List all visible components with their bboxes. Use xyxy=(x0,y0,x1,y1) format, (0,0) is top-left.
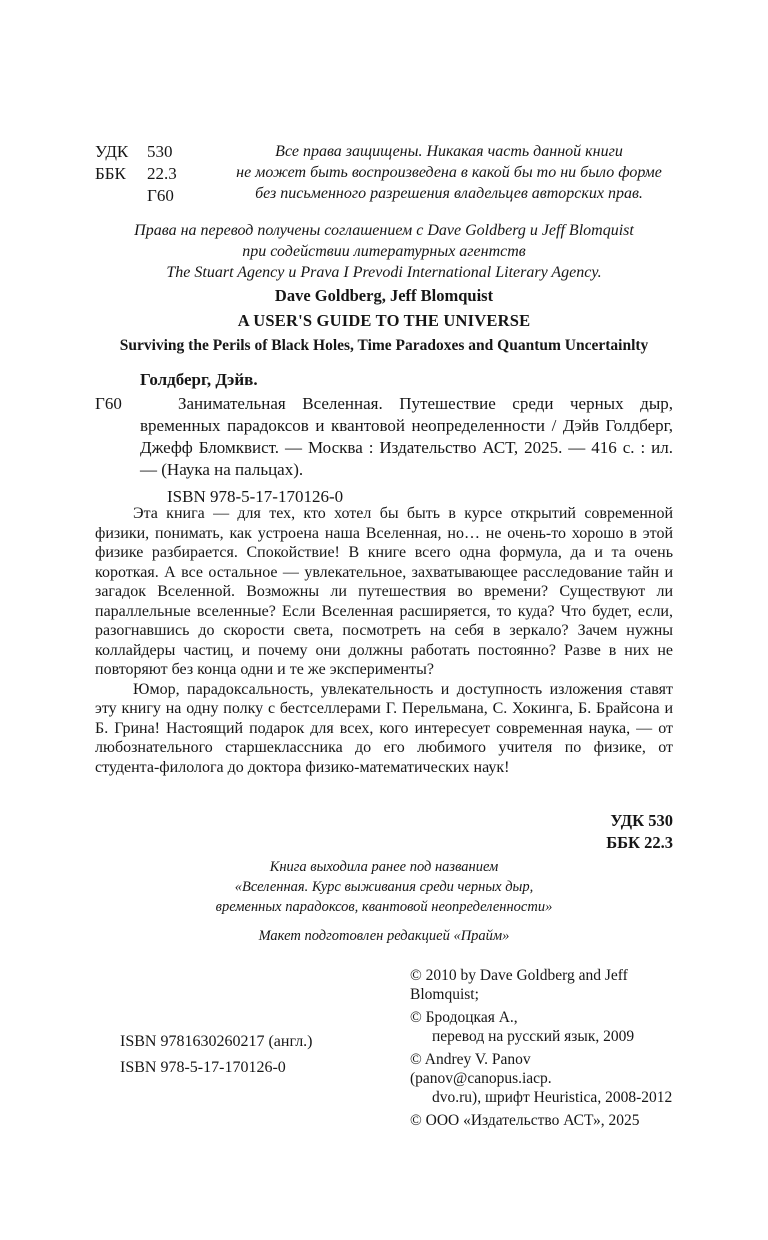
copyright-line-continuation: dvo.ru), шрифт Heuristica, 2008-2012 xyxy=(432,1089,673,1106)
bib-description-block xyxy=(95,393,673,481)
copyright-line-continuation: перевод на русский язык, 2009 xyxy=(432,1028,635,1045)
classification-codes-bottom xyxy=(95,810,677,854)
isbn-column xyxy=(95,966,410,1130)
original-subtitle: Surviving the Perils of Black Holes, Time Paradoxes and Quantum Uncertainlty xyxy=(119,337,649,354)
previous-title-note xyxy=(95,857,673,917)
copyright-line: © Бродоцкая А., xyxy=(410,1009,518,1026)
bib-isbn: ISBN 978-5-17-170126-0 xyxy=(167,487,344,506)
bbk-bottom: ББК 22.3 xyxy=(606,833,673,852)
udk-row xyxy=(95,141,225,163)
translation-rights-line: The Stuart Agency и Prava I Prevodi International Literary Agency. xyxy=(166,264,602,281)
imprint-bottom-block xyxy=(95,966,673,1130)
udk-bottom: УДК 530 xyxy=(610,811,673,830)
bib-author-header: Голдберг, Дэйв. xyxy=(140,370,258,389)
bibliographic-entry xyxy=(95,369,673,508)
bbk-value: 22.3 xyxy=(147,164,177,183)
previous-title-line: «Вселенная. Курс выживания среди черных дыр, xyxy=(234,879,534,895)
rights-reserved-notice xyxy=(225,141,673,207)
layout-credit: Макет подготовлен редакцией «Прайм» xyxy=(258,928,510,944)
translation-rights-line: Права на перевод получены соглашением с Dave Goldberg и Jeff Blomquist xyxy=(134,222,634,239)
bib-description: Занимательная Вселенная. Путешествие среди черных дыр, временных парадоксов и квантовой неопределенности / Дэйв Голдберг, Джефф Бломквист. — Москва : Издательство АСТ, 2025. — 416 с. : ил. — (Наука на пальцах). xyxy=(140,394,673,479)
copyright-column xyxy=(410,966,673,1130)
rights-line: Все права защищены. Никакая часть данной книги xyxy=(275,143,623,160)
classification-codes xyxy=(95,141,225,207)
rights-line: не может быть воспроизведена в какой бы то ни было форме xyxy=(236,164,662,181)
udk-label: УДК xyxy=(95,142,129,161)
previous-title-line: Книга выходила ранее под названием xyxy=(269,859,499,875)
original-authors: Dave Goldberg, Jeff Blomquist xyxy=(274,286,494,305)
author-sign: Г60 xyxy=(147,186,174,205)
top-section xyxy=(95,141,673,207)
copyright-line: © Andrey V. Panov (panov@canopus.iacp. xyxy=(410,1051,552,1087)
annotation-paragraph-1: Эта книга — для тех, кто хотел бы быть в курсе открытий современной физики, понимать, как устроена наша Вселенная, но… не очень-то хорошо в этой физике разбирается. Спокойствие! В книге всего одна формула, да и та очень короткая. А все остальное — увлекательное, захватывающее расследование тайн и загадок Вселенной. Возможны ли путешествия во времени? Существуют ли параллельные вселенные? Если Вселенная расширяется, то куда? Что будет, если, разогнавшись до скорости света, посмотреть на себя в зеркало? Зачем нужны коллайдеры частиц, и почему они должны работать постоянно? Разве в них не повторяют без конца одни и те же эксперименты? xyxy=(95,505,673,678)
bib-author-sign: Г60 xyxy=(95,394,122,413)
author-sign-row xyxy=(95,185,225,207)
bbk-label: ББК xyxy=(95,164,126,183)
translation-rights-notice xyxy=(95,220,673,283)
rights-line: без письменного разрешения владельцев авторских прав. xyxy=(255,185,643,202)
isbn-english: ISBN 9781630260217 (англ.) xyxy=(120,1033,313,1050)
original-title: A USER'S GUIDE TO THE UNIVERSE xyxy=(237,311,531,330)
isbn-russian: ISBN 978-5-17-170126-0 xyxy=(120,1059,286,1076)
copyright-line: © 2010 by Dave Goldberg and Jeff Blomquist; xyxy=(410,967,628,1003)
original-edition-block xyxy=(95,283,673,358)
bbk-row xyxy=(95,163,225,185)
udk-value: 530 xyxy=(147,142,173,161)
previous-title-line: временных парадоксов, квантовой неопределенности» xyxy=(215,899,553,915)
translation-rights-line: при содействии литературных агентств xyxy=(242,243,526,260)
author-sign-spacer xyxy=(95,185,147,207)
copyright-line: © ООО «Издательство АСТ», 2025 xyxy=(410,1112,640,1129)
annotation xyxy=(95,504,673,777)
annotation-paragraph-2: Юмор, парадоксальность, увлекательность и доступность изложения ставят эту книгу на одну полку с бестселлерами Г. Перельмана, С. Хокинга, Б. Брайсона и Б. Грина! Настоящий подарок для всех, кого интересует современная наука, — от любознательного старшеклассника до его любимого учителя по физике, от студента-филолога до доктора физико-математических наук! xyxy=(95,680,673,776)
